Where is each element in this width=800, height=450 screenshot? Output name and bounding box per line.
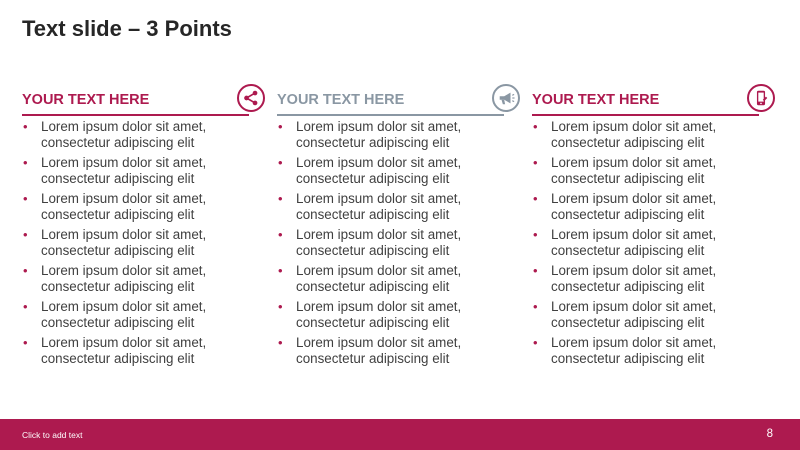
column-heading[interactable]: YOUR TEXT HERE [532, 92, 660, 108]
bullet-item: • Lorem ipsum dolor sit amet, consectetur adipiscing elit [278, 299, 462, 330]
bullet-item: • Lorem ipsum dolor sit amet, consectetur adipiscing elit [23, 227, 207, 258]
bullet-item: • Lorem ipsum dolor sit amet, consectetur adipiscing elit [533, 335, 717, 366]
megaphone-icon [492, 84, 520, 112]
bullet-dot: • [278, 263, 283, 278]
bullet-dot: • [278, 119, 283, 134]
bullet-dot: • [278, 227, 283, 242]
column-3 [532, 84, 775, 366]
bullet-item: • Lorem ipsum dolor sit amet, consectetur adipiscing elit [278, 191, 462, 222]
bullet-item: • Lorem ipsum dolor sit amet, consectetur adipiscing elit [23, 191, 207, 222]
bullet-item: • Lorem ipsum dolor sit amet, consectetur adipiscing elit [23, 263, 207, 294]
page-number: 8 [766, 428, 773, 440]
bullet-item: • Lorem ipsum dolor sit amet, consectetur adipiscing elit [278, 227, 462, 258]
bullet-dot: • [533, 335, 538, 350]
bullet-dot: • [278, 299, 283, 314]
bullet-dot: • [23, 227, 28, 242]
bullet-item: • Lorem ipsum dolor sit amet, consectetur adipiscing elit [278, 263, 462, 294]
bullet-list[interactable] [277, 119, 507, 371]
column-header [22, 84, 265, 115]
bullet-dot: • [533, 155, 538, 170]
bullet-dot: • [533, 119, 538, 134]
bullet-item: • Lorem ipsum dolor sit amet, consectetur adipiscing elit [533, 263, 717, 294]
bullet-item: • Lorem ipsum dolor sit amet, consectetur adipiscing elit [533, 119, 717, 150]
bullet-item: • Lorem ipsum dolor sit amet, consectetur adipiscing elit [533, 299, 717, 330]
column-header [532, 84, 775, 115]
bullet-dot: • [278, 155, 283, 170]
share-icon [237, 84, 265, 112]
column-heading[interactable]: YOUR TEXT HERE [22, 92, 150, 108]
column-divider [532, 114, 759, 116]
bullet-item: • Lorem ipsum dolor sit amet, consectetur adipiscing elit [23, 155, 207, 186]
footer-placeholder[interactable]: Click to add text [22, 430, 83, 440]
bullet-dot: • [278, 191, 283, 206]
bullet-item: • Lorem ipsum dolor sit amet, consectetur adipiscing elit [23, 335, 207, 366]
bullet-item: • Lorem ipsum dolor sit amet, consectetur adipiscing elit [278, 119, 462, 150]
footer-bar [0, 419, 800, 450]
bullet-dot: • [533, 227, 538, 242]
bullet-dot: • [23, 335, 28, 350]
bullet-item: • Lorem ipsum dolor sit amet, consectetur adipiscing elit [23, 119, 207, 150]
bullet-dot: • [278, 335, 283, 350]
bullet-item: • Lorem ipsum dolor sit amet, consectetur adipiscing elit [533, 155, 717, 186]
column-divider [22, 114, 249, 116]
bullet-item: • Lorem ipsum dolor sit amet, consectetur adipiscing elit [23, 299, 207, 330]
bullet-dot: • [533, 263, 538, 278]
bullet-list[interactable] [22, 119, 252, 371]
slide-title[interactable]: Text slide – 3 Points [22, 16, 232, 41]
bullet-item: • Lorem ipsum dolor sit amet, consectetur adipiscing elit [278, 335, 462, 366]
bullet-dot: • [23, 263, 28, 278]
column-2 [277, 84, 520, 366]
bullet-dot: • [23, 119, 28, 134]
bullet-dot: • [23, 191, 28, 206]
bullet-item: • Lorem ipsum dolor sit amet, consectetur adipiscing elit [533, 227, 717, 258]
bullet-dot: • [23, 155, 28, 170]
column-header [277, 84, 520, 115]
column-1 [22, 84, 265, 366]
bullet-dot: • [533, 299, 538, 314]
bullet-dot: • [23, 299, 28, 314]
column-heading[interactable]: YOUR TEXT HERE [277, 92, 405, 108]
bullet-item: • Lorem ipsum dolor sit amet, consectetur adipiscing elit [278, 155, 462, 186]
bullet-list[interactable] [532, 119, 762, 371]
bullet-item: • Lorem ipsum dolor sit amet, consectetur adipiscing elit [533, 191, 717, 222]
column-divider [277, 114, 504, 116]
bullet-dot: • [533, 191, 538, 206]
mobile-phone-icon [747, 84, 775, 112]
